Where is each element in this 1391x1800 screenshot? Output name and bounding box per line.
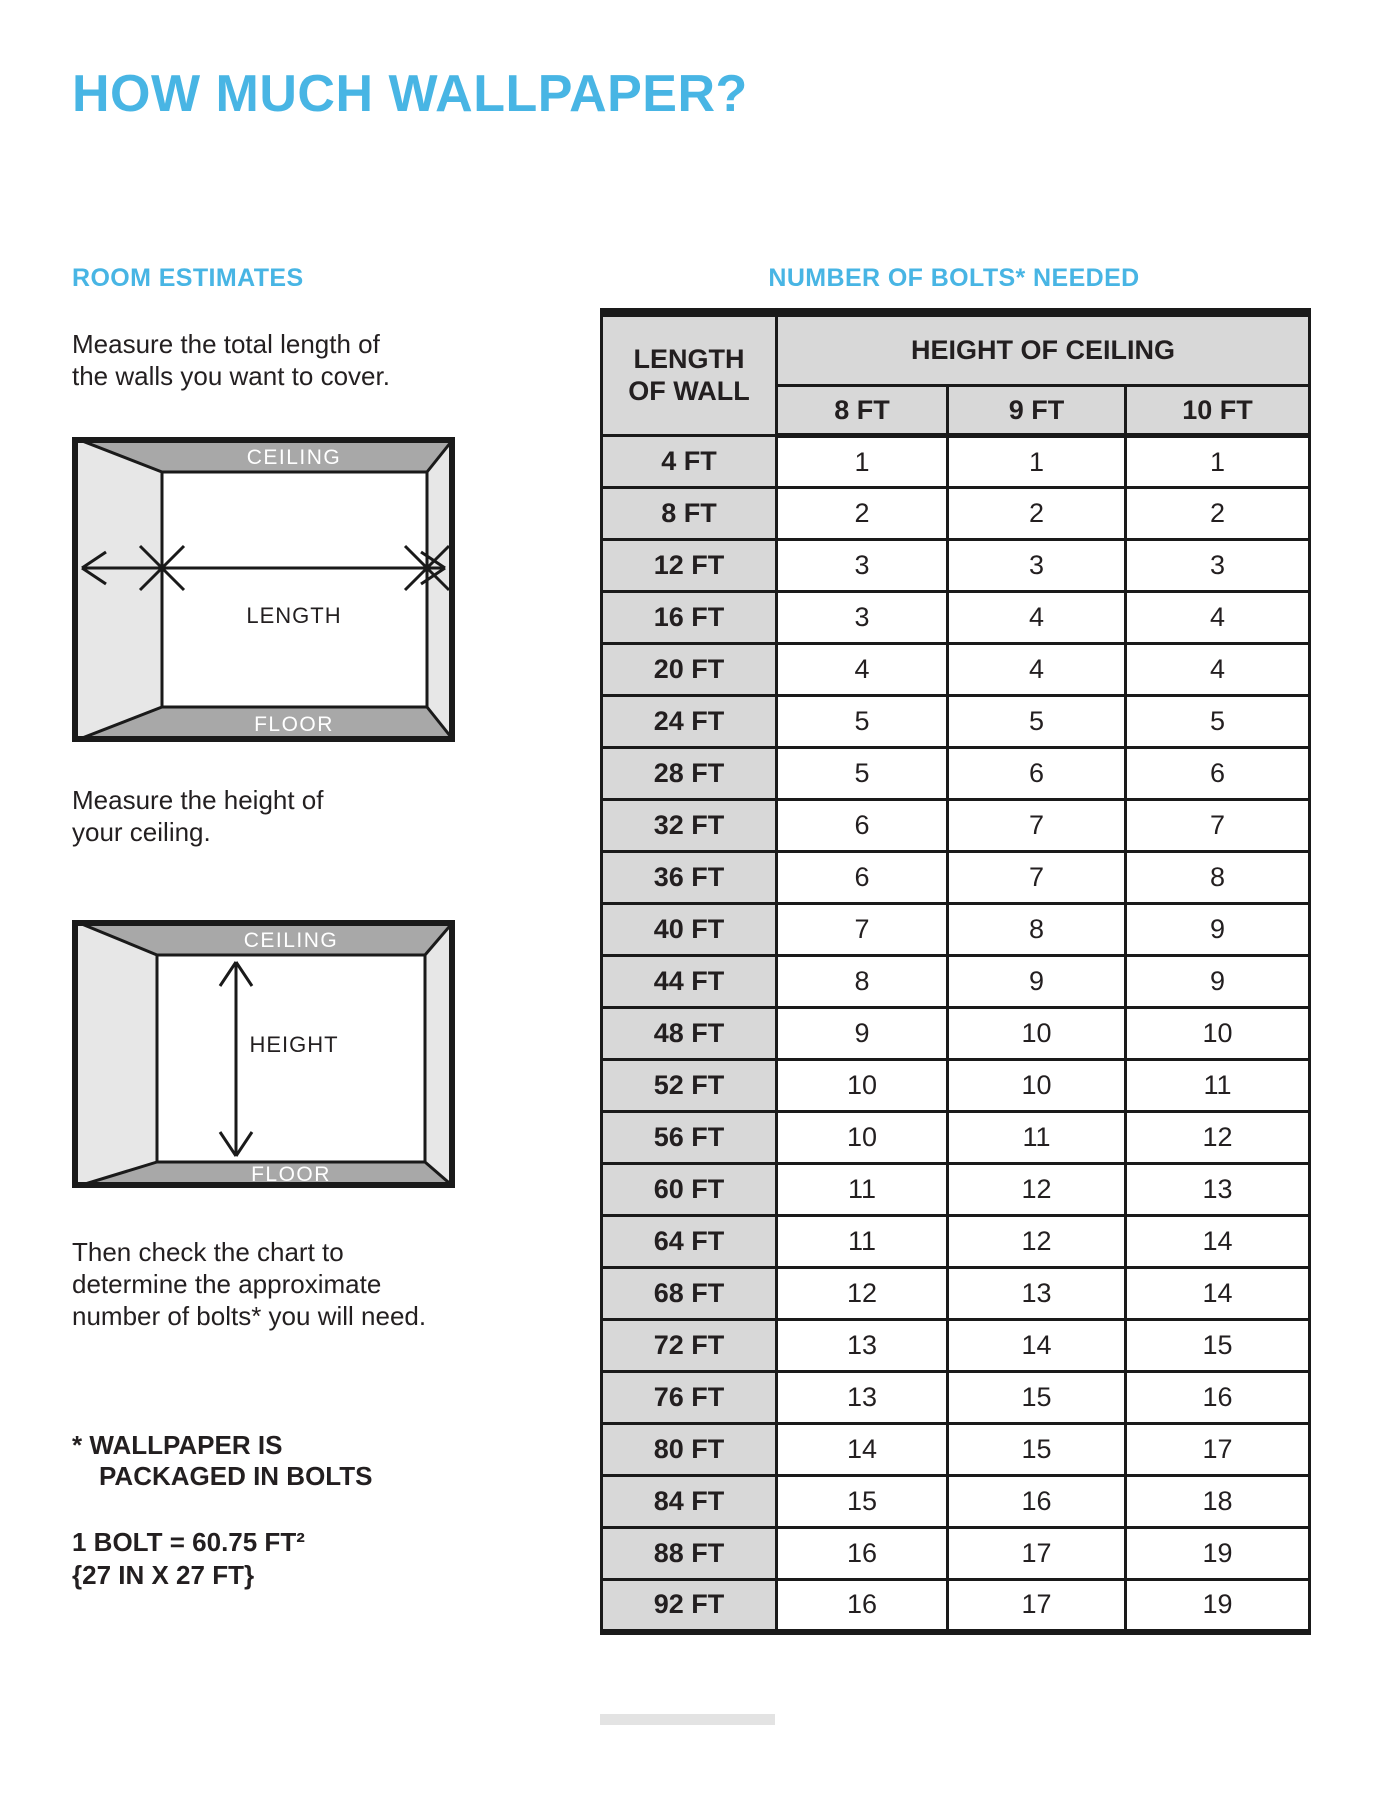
bolt-count-cell: 13 (777, 1372, 948, 1424)
bolt-count-cell: 9 (777, 1008, 948, 1060)
bolt-count-cell: 19 (1126, 1580, 1310, 1632)
table-row (602, 1424, 1310, 1476)
bolt-count-cell: 13 (948, 1268, 1126, 1320)
bolt-count-cell: 9 (1126, 904, 1310, 956)
table-row (602, 852, 1310, 904)
bolt-count-cell: 6 (777, 800, 948, 852)
row-header-length: 76 FT (602, 1372, 777, 1424)
table-row (602, 956, 1310, 1008)
bolt-count-cell: 3 (1126, 540, 1310, 592)
bolt-count-cell: 6 (1126, 748, 1310, 800)
room-estimates-heading: ROOM ESTIMATES (72, 264, 304, 292)
bolt-count-cell: 18 (1126, 1476, 1310, 1528)
row-header-length: 24 FT (602, 696, 777, 748)
bolt-count-cell: 15 (1126, 1320, 1310, 1372)
table-row (602, 1372, 1310, 1424)
paragraph-line: the walls you want to cover. (72, 361, 390, 391)
bolt-count-cell: 13 (777, 1320, 948, 1372)
row-header-length: 56 FT (602, 1112, 777, 1164)
bolt-count-cell: 16 (777, 1528, 948, 1580)
bolt-count-cell: 12 (948, 1164, 1126, 1216)
column-header-8ft: 8 FT (777, 386, 948, 436)
table-row (602, 1060, 1310, 1112)
bolt-count-cell: 9 (948, 956, 1126, 1008)
row-header-length: 52 FT (602, 1060, 777, 1112)
bolt-count-cell: 2 (948, 488, 1126, 540)
bolt-count-cell: 15 (777, 1476, 948, 1528)
ceiling-label: CEILING (243, 929, 339, 952)
bolt-count-cell: 1 (777, 436, 948, 488)
column-header-9ft: 9 FT (948, 386, 1126, 436)
check-chart-paragraph (72, 1236, 426, 1332)
bolt-count-cell: 5 (948, 696, 1126, 748)
row-header-length: 60 FT (602, 1164, 777, 1216)
bolt-count-cell: 4 (1126, 592, 1310, 644)
bolt-count-cell: 11 (777, 1164, 948, 1216)
row-header-length: 32 FT (602, 800, 777, 852)
row-header-length: 44 FT (602, 956, 777, 1008)
table-row (602, 540, 1310, 592)
floor-label: FLOOR (251, 1163, 331, 1186)
bolt-count-cell: 5 (1126, 696, 1310, 748)
bolt-spec-line: 1 BOLT = 60.75 FT² (72, 1527, 305, 1557)
bolt-count-cell: 16 (948, 1476, 1126, 1528)
bolt-count-cell: 15 (948, 1372, 1126, 1424)
row-header-length: 92 FT (602, 1580, 777, 1632)
page-title: HOW MUCH WALLPAPER? (72, 65, 748, 123)
left-wall (72, 437, 162, 742)
bolt-count-cell: 5 (777, 748, 948, 800)
row-header-length: 16 FT (602, 592, 777, 644)
length-of-wall-header (602, 313, 777, 436)
table-row (602, 800, 1310, 852)
ceiling-label: CEILING (246, 446, 342, 469)
table-row (602, 1008, 1310, 1060)
bolt-count-cell: 12 (948, 1216, 1126, 1268)
paragraph-line: number of bolts* you will need. (72, 1301, 427, 1331)
table-row (602, 748, 1310, 800)
bolt-count-cell: 17 (948, 1580, 1126, 1632)
bolt-count-cell: 3 (777, 592, 948, 644)
row-header-length: 4 FT (602, 436, 777, 488)
bolt-count-cell: 16 (1126, 1372, 1310, 1424)
row-header-length: 64 FT (602, 1216, 777, 1268)
bolt-count-cell: 8 (1126, 852, 1310, 904)
bolt-count-cell: 9 (1126, 956, 1310, 1008)
bolts-table (600, 308, 1311, 1635)
table-row (602, 592, 1310, 644)
bolt-count-cell: 19 (1126, 1528, 1310, 1580)
row-header-length: 80 FT (602, 1424, 777, 1476)
bolt-count-cell: 4 (948, 592, 1126, 644)
bolt-count-cell: 4 (1126, 644, 1310, 696)
table-row (602, 1164, 1310, 1216)
table-row (602, 644, 1310, 696)
bolt-count-cell: 3 (948, 540, 1126, 592)
bolts-needed-heading: NUMBER OF BOLTS* NEEDED (768, 264, 1140, 292)
bolt-count-cell: 11 (777, 1216, 948, 1268)
row-header-length: 20 FT (602, 644, 777, 696)
bolts-table-container (600, 308, 1311, 1635)
bolt-count-cell: 12 (777, 1268, 948, 1320)
paragraph-line: Measure the total length of (72, 329, 380, 359)
column-header-10ft: 10 FT (1126, 386, 1310, 436)
bolts-table-body (602, 436, 1310, 1632)
table-row (602, 1268, 1310, 1320)
bolt-count-cell: 4 (948, 644, 1126, 696)
paragraph-line: determine the approximate (72, 1269, 382, 1299)
footnote-line: PACKAGED IN BOLTS (99, 1461, 373, 1491)
bolt-count-cell: 6 (777, 852, 948, 904)
table-row (602, 1476, 1310, 1528)
bolt-count-cell: 8 (948, 904, 1126, 956)
bolt-count-cell: 15 (948, 1424, 1126, 1476)
table-header-row (602, 313, 1310, 386)
bolt-count-cell: 2 (1126, 488, 1310, 540)
table-row (602, 696, 1310, 748)
table-row (602, 1528, 1310, 1580)
table-row (602, 1112, 1310, 1164)
bolt-count-cell: 10 (777, 1112, 948, 1164)
bolt-count-cell: 10 (948, 1060, 1126, 1112)
row-header-length: 28 FT (602, 748, 777, 800)
length-label: LENGTH (246, 603, 342, 628)
bolt-count-cell: 7 (777, 904, 948, 956)
bolt-count-cell: 13 (1126, 1164, 1310, 1216)
footnote-line: * WALLPAPER IS (72, 1430, 283, 1460)
paragraph-line: Measure the height of (72, 785, 324, 815)
row-header-length: 12 FT (602, 540, 777, 592)
table-row (602, 1320, 1310, 1372)
bolt-count-cell: 14 (777, 1424, 948, 1476)
row-header-length: 48 FT (602, 1008, 777, 1060)
bolt-count-cell: 11 (948, 1112, 1126, 1164)
row-header-length: 36 FT (602, 852, 777, 904)
bolt-count-cell: 14 (1126, 1216, 1310, 1268)
row-header-length: 40 FT (602, 904, 777, 956)
table-footer-strip (600, 1714, 775, 1725)
bolt-count-cell: 11 (1126, 1060, 1310, 1112)
bolt-count-cell: 3 (777, 540, 948, 592)
measure-length-paragraph (72, 328, 390, 392)
row-header-length: 68 FT (602, 1268, 777, 1320)
header-line: OF WALL (628, 375, 750, 406)
row-header-length: 8 FT (602, 488, 777, 540)
bolt-count-cell: 1 (1126, 436, 1310, 488)
height-of-ceiling-header: HEIGHT OF CEILING (777, 313, 1310, 386)
bolt-count-cell: 14 (1126, 1268, 1310, 1320)
table-row (602, 904, 1310, 956)
bolt-count-cell: 7 (948, 852, 1126, 904)
bolt-count-cell: 17 (948, 1528, 1126, 1580)
bolt-count-cell: 6 (948, 748, 1126, 800)
bolt-count-cell: 14 (948, 1320, 1126, 1372)
row-header-length: 72 FT (602, 1320, 777, 1372)
bolt-count-cell: 1 (948, 436, 1126, 488)
table-row (602, 1580, 1310, 1632)
height-label: HEIGHT (249, 1032, 339, 1057)
back-wall (157, 955, 425, 1162)
bolt-count-cell: 12 (1126, 1112, 1310, 1164)
bolt-count-cell: 8 (777, 956, 948, 1008)
row-header-length: 84 FT (602, 1476, 777, 1528)
bolt-count-cell: 10 (777, 1060, 948, 1112)
bolt-count-cell: 7 (948, 800, 1126, 852)
bolt-count-cell: 10 (948, 1008, 1126, 1060)
table-row (602, 488, 1310, 540)
table-row (602, 1216, 1310, 1268)
bolt-count-cell: 2 (777, 488, 948, 540)
ceiling-height-diagram (72, 920, 455, 1188)
left-wall (72, 920, 157, 1188)
bolt-count-cell: 7 (1126, 800, 1310, 852)
table-row (602, 436, 1310, 488)
bolts-footnote (72, 1430, 372, 1492)
paragraph-line: your ceiling. (72, 817, 211, 847)
bolt-count-cell: 16 (777, 1580, 948, 1632)
row-header-length: 88 FT (602, 1528, 777, 1580)
back-wall (162, 472, 427, 707)
bolt-spec-line: {27 IN X 27 FT} (72, 1560, 255, 1590)
bolt-count-cell: 5 (777, 696, 948, 748)
bolt-count-cell: 4 (777, 644, 948, 696)
room-length-diagram (72, 437, 455, 742)
header-line: LENGTH (633, 343, 745, 374)
bolt-spec (72, 1526, 305, 1592)
floor-label: FLOOR (254, 713, 334, 736)
paragraph-line: Then check the chart to (72, 1237, 344, 1267)
measure-height-paragraph (72, 784, 324, 848)
bolt-count-cell: 17 (1126, 1424, 1310, 1476)
bolt-count-cell: 10 (1126, 1008, 1310, 1060)
